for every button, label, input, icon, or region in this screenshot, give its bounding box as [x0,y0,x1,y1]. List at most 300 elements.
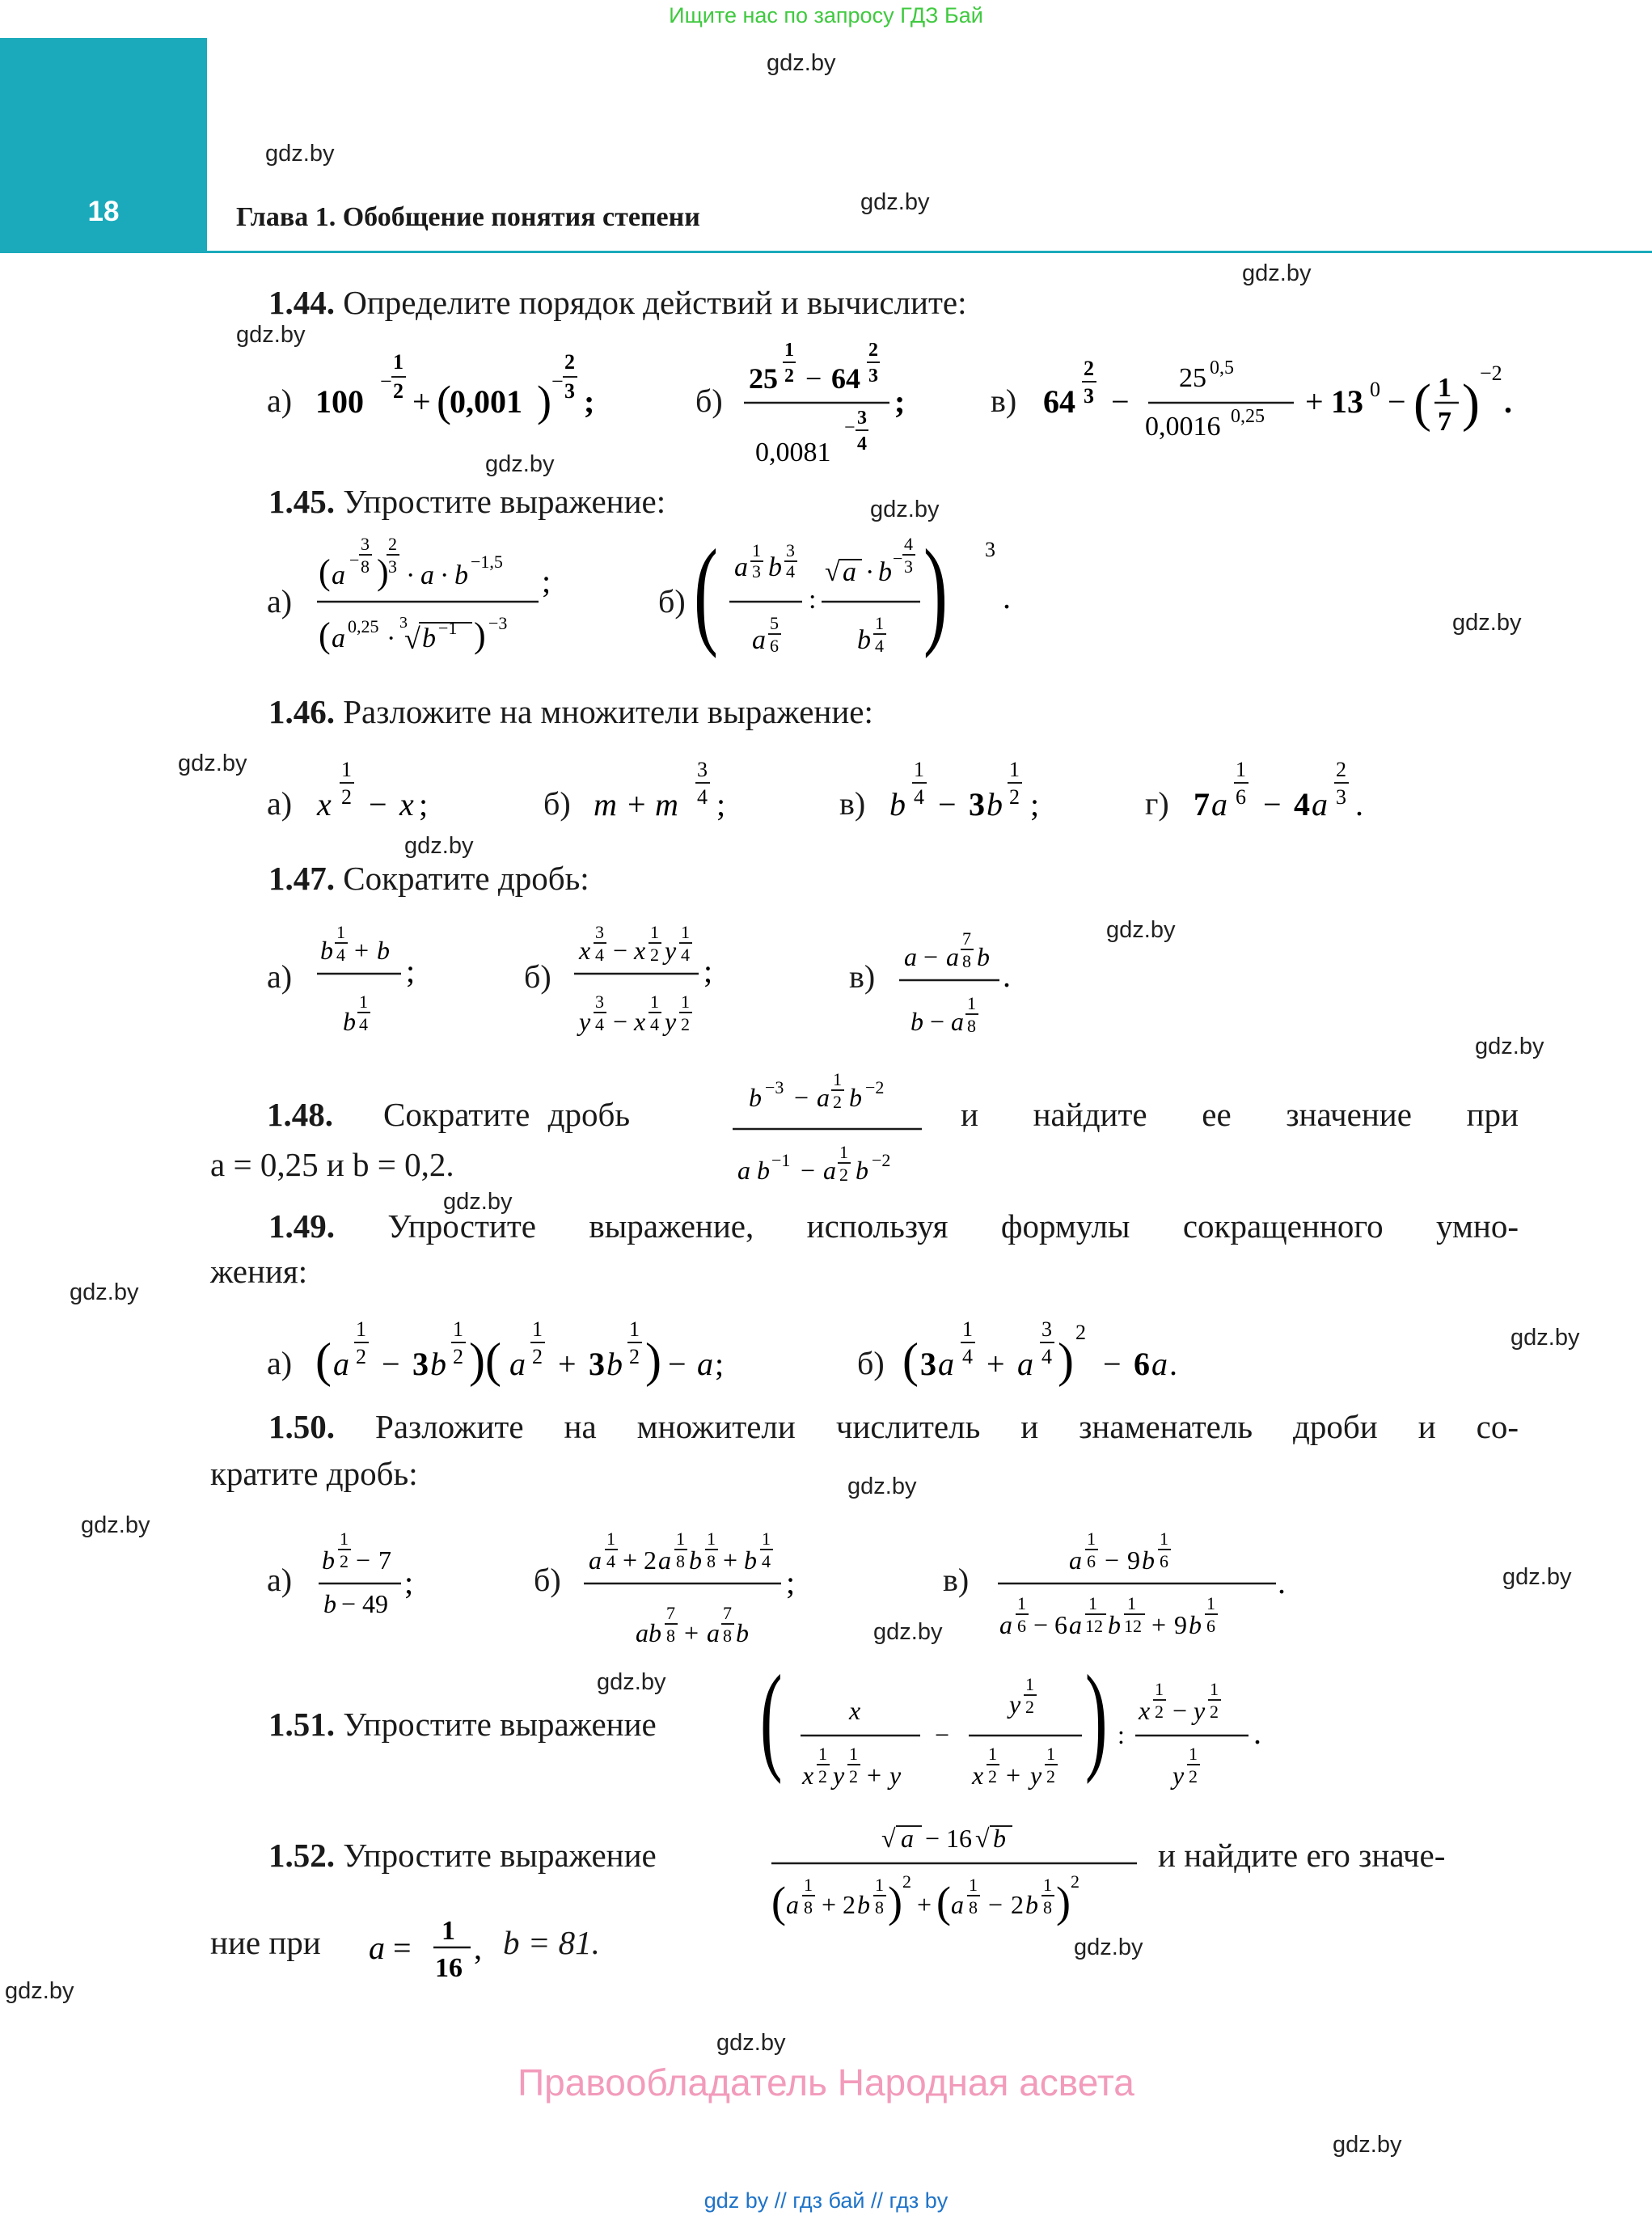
svg-text:3: 3 [868,366,878,387]
svg-text:4: 4 [359,1014,368,1034]
svg-text:−: − [935,1720,950,1749]
svg-text:b: b [689,1545,702,1575]
svg-text:4: 4 [336,945,345,965]
svg-text:(: ( [936,1878,951,1926]
svg-text:0,0081: 0,0081 [755,438,831,467]
svg-text:1: 1 [629,1317,640,1341]
svg-text:1: 1 [442,1916,455,1946]
svg-text:a: a [1211,786,1227,822]
svg-text:3: 3 [985,538,995,561]
svg-text:(: ( [902,1334,919,1387]
svg-text:b: b [343,1007,356,1036]
svg-text:;: ; [1030,786,1040,822]
svg-text:.: . [1278,1564,1286,1600]
svg-text:a: a [420,560,434,590]
svg-text:8: 8 [804,1897,813,1917]
item-label: б) [695,383,723,419]
chapter-title: Глава 1. Обобщение понятия степени [236,202,700,232]
svg-text:−1: −1 [771,1150,791,1170]
svg-text:3: 3 [697,758,708,781]
svg-text:6: 6 [1206,1616,1215,1636]
formula-1-50 [267,1512,1318,1658]
svg-text:−: − [341,1589,357,1618]
formula-1-49 [267,1309,1237,1397]
svg-text:2: 2 [1075,1321,1086,1344]
svg-text:2: 2 [1025,1697,1034,1717]
svg-text:x: x [634,936,646,965]
svg-text:6: 6 [1054,1610,1067,1639]
svg-text:(: ( [771,1878,786,1926]
svg-text:a: a [752,625,766,655]
svg-text:−: − [988,1890,1003,1919]
svg-text:4: 4 [595,945,604,965]
svg-text:8: 8 [1043,1897,1052,1917]
svg-text:b: b [736,1618,749,1647]
svg-text:a: a [589,1545,602,1575]
svg-text:2: 2 [453,1345,463,1368]
svg-text:3: 3 [589,1346,605,1382]
svg-text:x: x [802,1761,814,1790]
svg-text:4: 4 [681,945,690,965]
svg-text:2: 2 [340,1551,349,1571]
svg-text:−: − [1105,1545,1120,1575]
svg-text:(: ( [319,615,331,655]
svg-text:b: b [911,1007,923,1036]
svg-text:2: 2 [644,1545,657,1575]
svg-text:a: a [1312,786,1328,822]
svg-text:8: 8 [967,1016,976,1036]
svg-text:a: a [658,1545,671,1575]
svg-text:√: √ [881,1824,896,1853]
problem-1-52-line2 [210,1905,679,1986]
watermark: gdz.by [1502,1564,1572,1590]
watermark: gdz.by [5,1978,74,2004]
svg-text:.: . [1253,1715,1261,1751]
svg-text:a: a [938,1346,954,1382]
svg-text:0,5: 0,5 [1210,357,1234,378]
svg-text:4: 4 [786,561,795,581]
svg-text:a: a [946,942,959,971]
svg-text:y: y [579,1007,591,1036]
svg-text:−2: −2 [872,1150,891,1170]
watermark: gdz.by [1475,1034,1544,1059]
svg-text:y: y [665,1007,677,1036]
svg-text:b: b [993,1824,1006,1853]
svg-text:): ) [1056,1878,1071,1926]
watermark: gdz.by [716,2030,786,2056]
svg-text:49: 49 [362,1589,388,1618]
svg-text:3: 3 [904,556,913,577]
svg-text:): ) [1462,374,1480,433]
svg-text:1: 1 [1087,1528,1096,1549]
svg-text:a: a [951,1007,964,1036]
svg-text:√: √ [975,1824,990,1853]
svg-text:x: x [1139,1696,1151,1725]
svg-text:2: 2 [868,340,878,361]
svg-text:ab: ab [636,1618,661,1647]
watermark: gdz.by [236,322,306,348]
formula-1-51 [760,1655,1278,1800]
svg-text:4: 4 [762,1551,771,1571]
svg-text:2: 2 [833,1092,842,1112]
problem-1-49-title: 1.49. Упростите выражение, используя формулы сокращенного умно- [268,1207,1519,1245]
svg-text:b: b [322,1545,335,1575]
svg-text:2: 2 [1009,785,1020,809]
svg-text:1: 1 [784,340,794,361]
svg-text:1: 1 [962,1317,973,1341]
svg-text:y: y [665,936,677,965]
svg-text:4: 4 [1294,786,1310,822]
svg-text:4: 4 [697,785,708,809]
problem-1-46-title: 1.46. Разложите на множители выражение: [268,693,873,730]
svg-text:1: 1 [707,1528,716,1549]
svg-text:+: + [1305,383,1324,420]
svg-text:1: 1 [1438,373,1451,403]
svg-text:3: 3 [1041,1317,1052,1341]
svg-text:1: 1 [818,1744,827,1764]
svg-text:2: 2 [849,1766,858,1786]
svg-text:−: − [613,1007,628,1036]
svg-text:1: 1 [875,1875,884,1895]
svg-text:1: 1 [1025,1674,1034,1694]
svg-text:0,0016: 0,0016 [1145,412,1221,442]
svg-text:a: a [509,1346,526,1382]
svg-text:b: b [422,624,436,653]
svg-text:1: 1 [359,991,368,1012]
svg-text:;: ; [715,1346,725,1382]
svg-text:b: b [878,557,892,587]
bottom-links[interactable]: gdz by // гдз бай // гдз by [703,2188,949,2213]
svg-text::: : [809,585,817,615]
svg-text:2: 2 [650,945,659,965]
svg-text:2: 2 [564,350,575,374]
formula-1-52-condition [210,1905,501,1986]
svg-text:+: + [822,1890,837,1919]
watermark: gdz.by [870,497,940,522]
svg-text:3: 3 [412,1346,429,1382]
watermark: gdz.by [178,750,247,776]
svg-text:+: + [917,1890,932,1919]
watermark: gdz.by [1242,260,1312,286]
problem-1-44-title: 1.44. Определите порядок действий и вычислите: [268,284,967,321]
svg-text:·: · [387,624,396,653]
svg-text:y: y [833,1761,845,1790]
svg-text:+: + [627,786,646,822]
svg-text:4: 4 [914,785,924,809]
svg-text:6: 6 [770,636,779,656]
svg-text:a: a [333,1346,349,1382]
svg-text:8: 8 [723,1626,732,1646]
svg-text:1: 1 [1088,1593,1097,1613]
svg-text:√: √ [404,623,420,655]
watermark: gdz.by [70,1279,139,1305]
svg-text:6: 6 [1134,1346,1150,1382]
svg-text:−: − [844,417,856,438]
svg-text:a: a [843,557,856,587]
svg-text:−: − [349,550,360,570]
item-label: а) [267,583,293,619]
svg-text:4: 4 [1041,1345,1052,1368]
svg-text:−2: −2 [865,1077,885,1097]
item-label: в) [991,383,1017,419]
svg-text:b: b [323,1589,336,1618]
svg-text:b: b [849,1083,862,1112]
svg-text:): ) [537,377,551,425]
svg-text:2: 2 [393,379,403,403]
problem-1-51-title: 1.51. Упростите выражение [268,1706,657,1743]
watermark: gdz.by [860,189,930,215]
svg-text:b: b [1189,1610,1202,1639]
svg-text:x: x [579,936,591,965]
svg-text:+: + [867,1761,882,1790]
svg-text:1: 1 [833,1069,842,1089]
svg-text:4: 4 [857,433,867,455]
svg-text:1: 1 [969,1875,978,1895]
svg-text:x: x [634,1007,646,1036]
svg-text:a: a [1069,1610,1082,1639]
svg-text:8: 8 [707,1551,716,1571]
svg-text:64: 64 [1043,383,1075,420]
svg-text::: : [1118,1720,1125,1749]
svg-text:1: 1 [650,922,659,942]
svg-text:7: 7 [666,1603,675,1623]
problem-1-48-text-after: и найдите ее значение при [961,1096,1519,1133]
svg-text:8: 8 [962,951,971,971]
watermark: gdz.by [1074,1934,1143,1960]
svg-text:−: − [613,936,628,965]
svg-text:.: . [1003,958,1011,994]
problem-1-45-title: 1.45. Упростите выражение: [268,483,666,520]
svg-text:4: 4 [606,1551,615,1571]
svg-text:2: 2 [1046,1766,1055,1786]
svg-text:1: 1 [1189,1744,1198,1764]
svg-text:+: + [623,1545,638,1575]
svg-text:−3: −3 [488,613,508,633]
svg-text:2: 2 [1336,758,1346,781]
svg-text:3: 3 [857,408,867,429]
problem-1-52-text-after: и найдите его значе- [1158,1837,1446,1874]
item-label: в) [849,958,876,995]
svg-text:−: − [1103,1346,1122,1382]
watermark: gdz.by [597,1669,666,1695]
svg-text:b: b [1025,1890,1038,1919]
svg-text:;: ; [703,953,713,989]
formula-1-44 [267,332,1528,469]
watermark: gdz.by [404,833,474,859]
svg-text:a: a [999,1610,1012,1639]
svg-text:7: 7 [962,928,971,949]
problem-1-46-expressions [267,752,1415,833]
svg-text:8: 8 [361,556,370,577]
svg-text:2: 2 [356,1345,366,1368]
svg-text:1: 1 [393,350,403,374]
item-label: б) [857,1345,885,1381]
svg-text:1: 1 [606,1528,615,1549]
watermark: gdz.by [1510,1325,1580,1351]
svg-text:−: − [356,1545,371,1575]
svg-text:1: 1 [650,991,659,1012]
item-label: а) [267,1562,293,1598]
svg-text:): ) [474,615,486,655]
svg-text:2: 2 [1210,1702,1219,1722]
svg-text:;: ; [716,786,726,822]
item-label: г) [1145,785,1169,822]
problem-1-48-text: Сократите дробь [383,1096,631,1133]
item-label: а) [267,785,293,822]
svg-text:a b: a b [737,1156,770,1185]
svg-text:9: 9 [1174,1610,1187,1639]
svg-text:;: ; [406,953,416,989]
svg-text:0,001: 0,001 [450,383,522,420]
svg-text:−2: −2 [1480,362,1502,385]
problem-1-45-expressions [267,527,1075,673]
svg-text:−: − [794,1083,809,1112]
svg-text:1: 1 [1017,1593,1026,1613]
svg-text:7: 7 [1194,786,1210,822]
svg-text:+: + [354,936,370,965]
problem-1-50-title: 1.50. Разложите на множители числитель и знаменатель дроби и со- [268,1408,1519,1445]
svg-text:6: 6 [1087,1551,1096,1571]
svg-text:;: ; [584,383,595,420]
item-label: а) [267,1345,293,1381]
svg-text:0,25: 0,25 [348,616,379,636]
svg-text:3: 3 [564,379,575,403]
svg-text:2: 2 [784,366,794,387]
svg-text:−1: −1 [438,618,458,638]
problem-1-48-number: 1.48. [267,1096,333,1133]
svg-text:2: 2 [1071,1871,1080,1892]
svg-text:64: 64 [831,362,860,395]
svg-text:;: ; [419,786,429,822]
svg-text:1: 1 [1009,758,1020,781]
formula-1-45 [267,527,1075,673]
svg-text:1: 1 [532,1317,543,1341]
svg-text:=: = [393,1930,412,1966]
svg-text:b: b [430,1346,446,1382]
problem-1-50-expressions [267,1512,1318,1658]
svg-text:3: 3 [920,1346,936,1382]
svg-text:x: x [849,1696,861,1725]
svg-text:−: − [369,786,387,822]
svg-text:1: 1 [988,1744,997,1764]
svg-text:b: b [320,936,333,965]
svg-text:): ) [377,552,389,592]
svg-text:2: 2 [532,1345,543,1368]
watermark: gdz.by [847,1474,917,1499]
problem-1-51-expression [760,1655,1278,1800]
problem-1-48 [267,1058,1519,1195]
formula-1-52 [763,1803,1143,1933]
formula-1-46 [267,752,1415,833]
svg-text:1: 1 [804,1875,813,1895]
svg-text:;: ; [542,563,551,599]
item-label: в) [943,1562,970,1598]
svg-text:a: a [786,1890,799,1919]
svg-text:1: 1 [1210,1679,1219,1699]
watermark: gdz.by [873,1619,943,1645]
svg-text:): ) [1058,1334,1074,1387]
svg-text:.: . [1504,383,1512,420]
svg-text:−: − [930,1007,945,1036]
item-label: а) [267,383,293,419]
svg-text:1: 1 [1046,1744,1055,1764]
svg-text:(: ( [694,527,718,659]
rights-holder-notice: Правообладатель Народная асвета [518,2061,1134,2103]
svg-text:+: + [723,1545,738,1575]
svg-text:a: a [697,1346,713,1382]
svg-text:4: 4 [595,1014,604,1034]
svg-text:−: − [382,1346,400,1382]
svg-text:·: · [865,557,875,587]
item-label: б) [658,583,686,619]
svg-text:1: 1 [762,1528,771,1549]
svg-text:3: 3 [1084,384,1094,408]
svg-text:2: 2 [681,1014,690,1034]
svg-text:25: 25 [1179,363,1206,393]
svg-text:−: − [805,362,822,395]
svg-text:3: 3 [786,540,795,560]
svg-text:a: a [817,1083,830,1112]
svg-text:+: + [412,383,431,420]
svg-text:−: − [551,370,564,393]
svg-text:1: 1 [1206,1593,1215,1613]
svg-text:12: 12 [1085,1616,1103,1636]
svg-text:25: 25 [749,362,778,395]
svg-text:+: + [1006,1761,1021,1790]
watermark: gdz.by [1452,610,1522,636]
svg-text:a: a [951,1890,964,1919]
svg-text:16: 16 [435,1953,463,1983]
svg-text:a: a [1017,1346,1033,1382]
formula-1-48 [267,1058,1519,1195]
svg-text:−3: −3 [765,1077,784,1097]
svg-text:2: 2 [902,1871,911,1892]
svg-text:b: b [377,936,390,965]
svg-text:1: 1 [453,1317,463,1341]
svg-text:a: a [1151,1346,1168,1382]
watermark: gdz.by [767,50,836,76]
svg-text:(: ( [437,377,451,425]
svg-text:b: b [1142,1545,1155,1575]
svg-text:b: b [857,1890,870,1919]
svg-text:x: x [399,786,414,822]
item-label: б) [543,785,571,822]
svg-text:1: 1 [1155,1679,1164,1699]
svg-text:): ) [923,527,948,659]
svg-text:8: 8 [666,1626,675,1646]
svg-text:a: a [1069,1545,1082,1575]
problem-1-52-line2-text: ние при [210,1924,321,1961]
svg-text:−: − [938,786,957,822]
problem-1-48-line2: a = 0,25 и b = 0,2. [210,1146,454,1183]
problem-1-49-line2: жения: [210,1253,308,1290]
svg-text:a: a [707,1618,720,1647]
svg-text:3: 3 [361,534,370,554]
svg-text:1: 1 [967,993,976,1013]
svg-text:1: 1 [1043,1875,1052,1895]
watermark: gdz.by [81,1512,150,1538]
svg-text:1: 1 [340,1528,349,1549]
problem-1-47-title: 1.47. Сократите дробь: [268,860,589,897]
svg-text:−: − [668,1346,687,1382]
svg-text:6: 6 [1236,785,1246,809]
watermark: gdz.by [443,1189,513,1215]
svg-text:a: a [734,552,748,582]
svg-text:2: 2 [388,534,397,554]
svg-text:·: · [406,560,416,590]
svg-text:1: 1 [1160,1528,1168,1549]
svg-text:m: m [655,786,678,822]
